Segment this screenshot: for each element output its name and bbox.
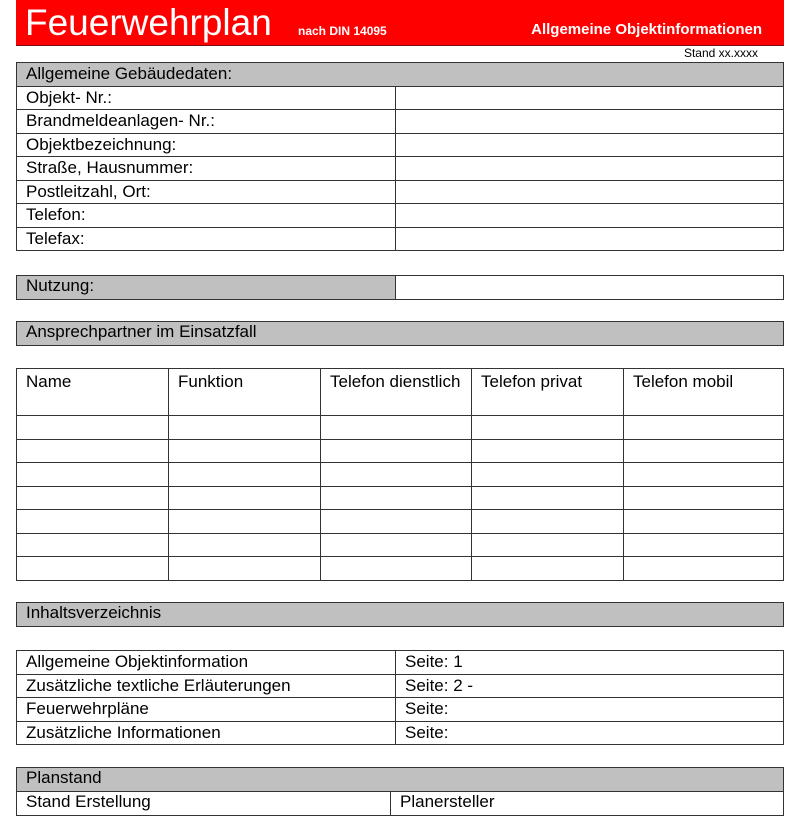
stand-erstellung-label: Stand Erstellung bbox=[17, 792, 391, 816]
field-label: Postleitzahl, Ort: bbox=[17, 180, 396, 204]
kontakte-header-row bbox=[17, 369, 784, 416]
objektbezeichnung-field[interactable] bbox=[396, 133, 784, 157]
inhalt-row bbox=[17, 674, 784, 698]
kontakt-cell-telefon-privat[interactable] bbox=[472, 486, 624, 510]
strasse-field[interactable] bbox=[396, 157, 784, 181]
kontakt-cell-telefon-dienstlich[interactable] bbox=[321, 557, 472, 581]
kontakt-cell-telefon-privat[interactable] bbox=[472, 463, 624, 487]
kontakt-cell-telefon-privat[interactable] bbox=[472, 533, 624, 557]
field-label: Brandmeldeanlagen- Nr.: bbox=[17, 110, 396, 134]
planstand-heading: Planstand bbox=[17, 768, 784, 792]
kontakt-cell-telefon-mobil[interactable] bbox=[624, 510, 784, 534]
telefax-field[interactable] bbox=[396, 227, 784, 251]
kontakt-cell-name[interactable] bbox=[17, 486, 169, 510]
nutzung-table bbox=[16, 275, 784, 300]
gebaeude-heading: Allgemeine Gebäudedaten: bbox=[17, 63, 784, 87]
planstand-table bbox=[16, 767, 784, 816]
objekt-nr-field[interactable] bbox=[396, 86, 784, 110]
document-title: Feuerwehrplan bbox=[25, 2, 272, 43]
kontakt-cell-telefon-dienstlich[interactable] bbox=[321, 416, 472, 440]
ansprechpartner-heading: Ansprechpartner im Einsatzfall bbox=[17, 322, 784, 346]
kontakt-row bbox=[17, 510, 784, 534]
kontakt-cell-telefon-dienstlich[interactable] bbox=[321, 510, 472, 534]
field-label: Objektbezeichnung: bbox=[17, 133, 396, 157]
kontakt-cell-name[interactable] bbox=[17, 533, 169, 557]
kontakt-cell-funktion[interactable] bbox=[169, 533, 321, 557]
kontakt-cell-telefon-privat[interactable] bbox=[472, 557, 624, 581]
kontakt-cell-telefon-mobil[interactable] bbox=[624, 439, 784, 463]
kontakt-row bbox=[17, 439, 784, 463]
kontakt-cell-telefon-mobil[interactable] bbox=[624, 486, 784, 510]
kontakt-cell-telefon-dienstlich[interactable] bbox=[321, 533, 472, 557]
kontakt-cell-name[interactable] bbox=[17, 463, 169, 487]
kontakt-row bbox=[17, 416, 784, 440]
field-label: Telefon: bbox=[17, 204, 396, 228]
gebaeude-row bbox=[17, 110, 784, 134]
column-header-telefon-privat: Telefon privat bbox=[472, 369, 624, 416]
inhalt-table bbox=[16, 650, 784, 745]
kontakt-cell-name[interactable] bbox=[17, 557, 169, 581]
kontakt-cell-funktion[interactable] bbox=[169, 416, 321, 440]
kontakt-cell-telefon-mobil[interactable] bbox=[624, 416, 784, 440]
inhalt-label: Zusätzliche Informationen bbox=[17, 721, 396, 745]
nutzung-label: Nutzung: bbox=[17, 276, 396, 300]
kontakt-cell-telefon-dienstlich[interactable] bbox=[321, 463, 472, 487]
inhalt-heading: Inhaltsverzeichnis bbox=[17, 603, 784, 627]
plz-ort-field[interactable] bbox=[396, 180, 784, 204]
inhalt-row bbox=[17, 721, 784, 745]
kontakt-cell-telefon-mobil[interactable] bbox=[624, 557, 784, 581]
kontakt-cell-funktion[interactable] bbox=[169, 557, 321, 581]
kontakt-cell-funktion[interactable] bbox=[169, 463, 321, 487]
brandmeldeanlagen-nr-field[interactable] bbox=[396, 110, 784, 134]
inhalt-label: Zusätzliche textliche Erläuterungen bbox=[17, 674, 396, 698]
planersteller-label: Planersteller bbox=[391, 792, 784, 816]
stand-date: Stand xx.xxxx bbox=[683, 46, 758, 60]
inhalt-row bbox=[17, 651, 784, 675]
kontakt-cell-telefon-dienstlich[interactable] bbox=[321, 486, 472, 510]
gebaeude-row bbox=[17, 157, 784, 181]
kontakt-row bbox=[17, 533, 784, 557]
telefon-field[interactable] bbox=[396, 204, 784, 228]
kontakte-table bbox=[16, 368, 784, 581]
field-label: Objekt- Nr.: bbox=[17, 86, 396, 110]
section-title: Allgemeine Objektinformationen bbox=[531, 21, 762, 38]
kontakt-row bbox=[17, 486, 784, 510]
gebaeude-row bbox=[17, 180, 784, 204]
inhalt-page: Seite: bbox=[396, 721, 784, 745]
gebaeude-row bbox=[17, 227, 784, 251]
column-header-funktion: Funktion bbox=[169, 369, 321, 416]
kontakt-cell-telefon-privat[interactable] bbox=[472, 510, 624, 534]
gebaeude-row bbox=[17, 204, 784, 228]
kontakt-cell-telefon-mobil[interactable] bbox=[624, 533, 784, 557]
kontakt-cell-telefon-mobil[interactable] bbox=[624, 463, 784, 487]
kontakt-cell-funktion[interactable] bbox=[169, 510, 321, 534]
inhalt-page: Seite: bbox=[396, 698, 784, 722]
kontakt-cell-name[interactable] bbox=[17, 439, 169, 463]
inhalt-page: Seite: 1 bbox=[396, 651, 784, 675]
kontakt-cell-name[interactable] bbox=[17, 510, 169, 534]
kontakt-cell-funktion[interactable] bbox=[169, 439, 321, 463]
kontakt-cell-telefon-privat[interactable] bbox=[472, 439, 624, 463]
column-header-name: Name bbox=[17, 369, 169, 416]
column-header-telefon-dienstlich: Telefon dienstlich bbox=[321, 369, 472, 416]
planstand-row bbox=[17, 792, 784, 816]
kontakt-row bbox=[17, 557, 784, 581]
document-header bbox=[16, 0, 784, 46]
kontakt-row bbox=[17, 463, 784, 487]
kontakt-cell-funktion[interactable] bbox=[169, 486, 321, 510]
kontakt-cell-name[interactable] bbox=[17, 416, 169, 440]
column-header-telefon-mobil: Telefon mobil bbox=[624, 369, 784, 416]
inhalt-row bbox=[17, 698, 784, 722]
document-subtitle: nach DIN 14095 bbox=[298, 24, 387, 38]
gebaeude-table bbox=[16, 62, 784, 251]
kontakt-cell-telefon-privat[interactable] bbox=[472, 416, 624, 440]
kontakt-cell-telefon-dienstlich[interactable] bbox=[321, 439, 472, 463]
inhalt-page: Seite: 2 - bbox=[396, 674, 784, 698]
nutzung-field[interactable] bbox=[396, 276, 784, 300]
ansprechpartner-heading-table bbox=[16, 321, 784, 346]
field-label: Straße, Hausnummer: bbox=[17, 157, 396, 181]
gebaeude-row bbox=[17, 133, 784, 157]
inhalt-label: Feuerwehrpläne bbox=[17, 698, 396, 722]
inhalt-label: Allgemeine Objektinformation bbox=[17, 651, 396, 675]
gebaeude-row bbox=[17, 86, 784, 110]
field-label: Telefax: bbox=[17, 227, 396, 251]
inhalt-heading-table bbox=[16, 602, 784, 627]
